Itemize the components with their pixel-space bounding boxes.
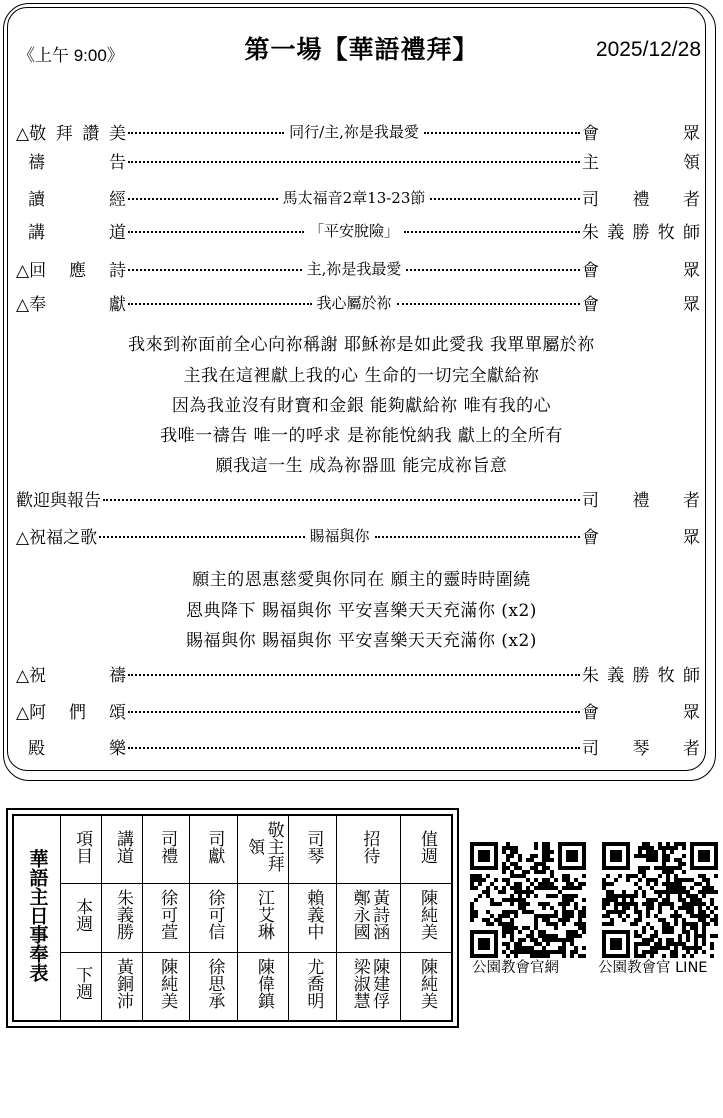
roster-header-0: 項目 [61, 816, 102, 884]
roster-row-label-next-week: 下週 [61, 952, 102, 1021]
order-item-label: 殿 樂 [28, 738, 126, 759]
roster-cell: 黃銅沛 [102, 952, 143, 1021]
order-item-responsible: 會 眾 [582, 702, 700, 723]
order-item-responsible: 會 眾 [582, 527, 700, 548]
roster-header-6: 招待 [336, 816, 401, 884]
order-item-label: 禱 告 [28, 152, 126, 173]
roster-cell: 尤喬明 [289, 952, 336, 1021]
order-row [16, 256, 700, 280]
roster-header-5: 司琴 [289, 816, 336, 884]
order-item-label: △敬 拜 讚 美 [16, 123, 126, 144]
duty-roster-table [6, 808, 459, 1028]
dot-leader [424, 132, 580, 134]
order-item-detail: 同行/主,祢是我最愛 [289, 122, 419, 141]
lyric-line: 我來到祢面前全心向祢稱謝 耶穌祢是如此愛我 我單單屬於祢 [128, 335, 595, 355]
dot-leader [99, 536, 304, 538]
dot-leader [103, 499, 580, 501]
order-item-detail: 馬太福音2章13-23節 [282, 188, 426, 207]
dot-leader [128, 674, 580, 676]
roster-cell: 陳偉鎮 [237, 952, 289, 1021]
order-item-responsible: 會 眾 [582, 260, 700, 281]
order-item-responsible: 會 眾 [582, 123, 701, 144]
dot-leader [128, 132, 284, 134]
dot-leader [430, 198, 580, 200]
page-title: 第一場【華語禮拜】 [244, 35, 479, 64]
lyric-line: 因為我並沒有財寶和金銀 能夠獻給祢 唯有我的心 [171, 396, 552, 416]
order-row [16, 290, 700, 314]
roster-cell: 江艾琳 [237, 884, 289, 953]
roster-cell: 徐思承 [190, 952, 237, 1021]
service-date: 2025/12/28 [595, 38, 701, 61]
order-item-detail: 我心屬於祢 [316, 293, 392, 312]
order-row [16, 661, 700, 685]
roster-header-7: 值週 [401, 816, 452, 884]
order-item-label: 讀 經 [28, 189, 126, 210]
lyric-line: 恩典降下 賜福與你 平安喜樂天天充滿你 (x2) [186, 601, 537, 621]
dot-leader [375, 536, 580, 538]
roster-cell: 朱義勝 [102, 884, 143, 953]
order-row [16, 486, 700, 510]
order-item-label: 講 道 [28, 222, 126, 243]
order-item-responsible: 主 領 [582, 152, 700, 173]
roster-row-label-this-week: 本週 [61, 884, 102, 953]
order-item-label: △祝 禱 [16, 665, 126, 686]
order-item-responsible: 司 琴 者 [582, 738, 700, 759]
line-qr-label: 公園教會官 LINE [598, 960, 708, 976]
dot-leader [406, 269, 580, 271]
line-qr-code[interactable] [602, 842, 718, 958]
dot-leader [128, 198, 278, 200]
order-row [16, 698, 700, 722]
order-item-label: △阿 們 頌 [16, 702, 126, 723]
dot-leader [128, 269, 302, 271]
roster-header-3: 司獻 [190, 816, 237, 884]
roster-side-title: 華語主日事奉表 [14, 816, 61, 1021]
order-item-label: △回 應 詩 [16, 260, 126, 281]
roster-cell: 陳建俘 梁淑慧 [336, 952, 401, 1021]
order-row [16, 523, 700, 547]
dot-leader [128, 711, 580, 713]
roster-cell: 徐可信 [190, 884, 237, 953]
order-row [16, 148, 700, 172]
roster-cell: 陳純美 [143, 952, 190, 1021]
dot-leader [128, 303, 312, 305]
order-item-label: △祝福之歌 [16, 527, 98, 548]
dot-leader [397, 303, 581, 305]
lyric-line: 願我這一生 成為祢器皿 能完成祢旨意 [215, 456, 508, 476]
order-row [16, 734, 700, 758]
roster-cell: 陳純美 [401, 952, 452, 1021]
dot-leader [128, 161, 580, 163]
order-item-responsible: 司 禮 者 [582, 189, 701, 210]
order-item-label: 歡迎與報告 [16, 490, 101, 511]
order-item-detail: 「平安脫險」 [309, 221, 400, 240]
order-item-detail: 主,祢是我最愛 [306, 259, 402, 278]
roster-cell: 黃詩涵 鄭永國 [336, 884, 401, 953]
order-item-responsible: 會 眾 [582, 294, 701, 315]
service-time: 《上午 9:00》 [18, 46, 124, 65]
lyric-line: 我唯一禱告 唯一的呼求 是祢能悅納我 獻上的全所有 [160, 426, 563, 446]
order-item-detail: 賜福與你 [309, 526, 370, 545]
roster-header-2: 司禮 [143, 816, 190, 884]
dot-leader [128, 231, 304, 233]
dot-leader [404, 231, 580, 233]
order-item-label: △奉 獻 [16, 294, 126, 315]
website-qr-label: 公園教會官網 [472, 960, 559, 976]
website-qr-code[interactable] [470, 842, 586, 958]
lyric-line: 主我在這裡獻上我的心 生命的一切完全獻給祢 [183, 366, 540, 386]
lyric-line: 願主的恩惠慈愛與你同在 願主的靈時時圍繞 [192, 570, 531, 590]
dot-leader [128, 747, 580, 749]
order-item-responsible: 朱 義 勝 牧 師 [582, 222, 701, 243]
order-item-responsible: 朱 義 勝 牧 師 [582, 665, 700, 686]
order-row [16, 185, 700, 209]
roster-cell: 徐可萱 [143, 884, 190, 953]
roster-header-4: 敬主拜領 [237, 816, 289, 884]
roster-header-1: 講道 [102, 816, 143, 884]
lyric-line: 賜福與你 賜福與你 平安喜樂天天充滿你 (x2) [186, 631, 537, 651]
roster-cell: 賴義中 [289, 884, 336, 953]
roster-cell: 陳純美 [401, 884, 452, 953]
order-item-responsible: 司 禮 者 [582, 490, 700, 511]
order-row [16, 119, 700, 143]
order-row [16, 218, 700, 242]
